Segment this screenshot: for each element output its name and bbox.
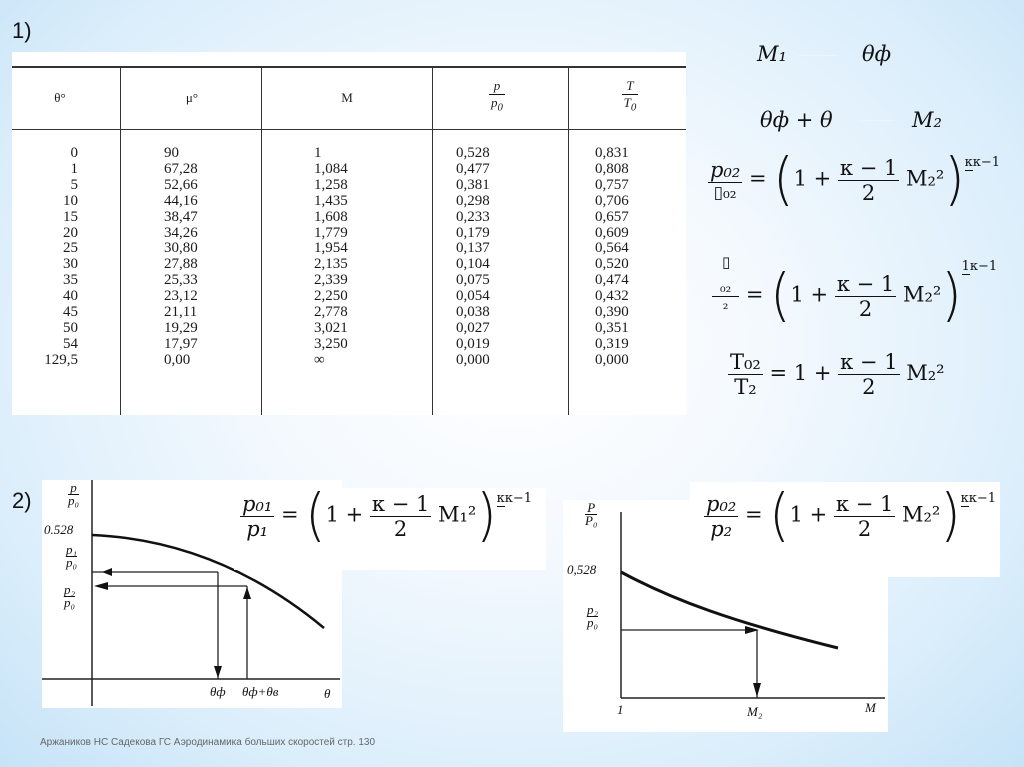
table-cell: 1,084 — [314, 160, 348, 177]
scheme-arrow-2 — [860, 120, 894, 121]
table-cell: 15 — [63, 208, 78, 225]
table-cell: 0,432 — [595, 288, 629, 305]
table-cell: 67,28 — [164, 160, 198, 177]
table-cell: 23,12 — [164, 288, 198, 305]
table-cell: 2,778 — [314, 304, 348, 321]
arrow-theta-f — [214, 666, 222, 678]
header-mach: M — [341, 90, 353, 105]
table-cell: 52,66 — [164, 176, 198, 193]
table-cell: 3,021 — [314, 319, 348, 336]
table-cell: 54 — [63, 335, 78, 352]
y-value-label: 0.528 — [44, 522, 74, 537]
pressure-curve — [621, 572, 838, 648]
formula-pressure-total-2: $\frac{\text{p₀₂}}{\text{▯₀₂}}$ = (1 + $\frac{к - 1}{2}$ M₂²)кк−1 — [710, 147, 1001, 213]
table-cell: 10 — [63, 192, 78, 209]
table-cell: 0,319 — [595, 335, 629, 352]
x-axis-label: θ — [324, 686, 331, 701]
table-cell: 2,339 — [314, 272, 348, 289]
p1-label: p₁ p₀ — [66, 542, 78, 570]
table-cell: 0,233 — [456, 208, 490, 225]
table-cell: 0,390 — [595, 304, 629, 321]
scheme-arrow-1 — [798, 55, 838, 56]
table-cell: 1,435 — [314, 192, 348, 209]
table-cell: 1 — [70, 160, 78, 177]
x-start-label: 1 — [617, 702, 624, 717]
table-cell: 2,250 — [314, 288, 348, 305]
table-cell: 44,16 — [164, 192, 198, 209]
table-cell: 25,33 — [164, 272, 198, 289]
arrow-theta-sum — [243, 587, 251, 599]
table-cell: 21,11 — [164, 304, 198, 321]
table-cell: 129,5 — [44, 351, 78, 368]
table-cell: 0,019 — [456, 335, 490, 352]
formula-temperature-total-2: $\frac{\text{T₀₂}}{\text{T₂}}$ = 1 + $\frac{к - 1}{2}$ M₂² — [730, 350, 945, 399]
table-cell: 90 — [164, 145, 179, 161]
column-temperature-ratio — [595, 146, 665, 369]
table-cell: 30 — [63, 256, 78, 273]
table-cell: 40 — [63, 288, 78, 305]
table-cell: 20 — [63, 224, 78, 241]
table-cell: 0,706 — [595, 192, 629, 209]
x-tick-theta-f: θф — [210, 684, 226, 699]
arrow-p1 — [102, 568, 112, 576]
table-cell: 30,80 — [164, 240, 198, 257]
column-mu — [164, 146, 234, 369]
table-cell: 0,00 — [164, 351, 191, 368]
table-cell: 1 — [314, 145, 322, 161]
table-cell: 0,104 — [456, 256, 490, 273]
table-cell: 45 — [63, 304, 78, 321]
formula-pressure-total-2b: $\frac{\text{p₀₂}}{\text{p₂}}$ = (1 + $\frac{к - 1}{2}$ M₂²)кк−1 — [706, 483, 997, 549]
table-cell: 0,564 — [595, 240, 629, 257]
table-cell: 0,831 — [595, 145, 629, 161]
table-cell: 27,88 — [164, 256, 198, 273]
table-cell: 19,29 — [164, 319, 198, 336]
formula-missing-glyph: ▯ — [722, 253, 731, 271]
table-cell: 0 — [70, 145, 78, 161]
table-cell: 3,250 — [314, 335, 348, 352]
table-cell: 17,97 — [164, 335, 198, 352]
x-tick-theta-sum: θф+θв — [242, 684, 279, 699]
table-cell: 35 — [63, 272, 78, 289]
table-cell: 0,808 — [595, 160, 629, 177]
scheme-theta-f: θф — [862, 42, 892, 66]
p2-label: p₂ p₀ — [587, 602, 599, 630]
column-mach — [314, 146, 384, 369]
table-cell: 1,608 — [314, 208, 348, 225]
table-cell: 0,027 — [456, 319, 490, 336]
table-cell: 0,000 — [456, 351, 490, 368]
table-cell: 0,657 — [595, 208, 629, 225]
table-cell: 0,351 — [595, 319, 629, 336]
table-cell: 0,520 — [595, 256, 629, 273]
y-value-label: 0,528 — [567, 562, 597, 577]
table-cell: 1,258 — [314, 176, 348, 193]
arrow-m2 — [753, 683, 761, 697]
y-axis-label: p p₀ — [68, 480, 80, 508]
table-cell: 0,000 — [595, 351, 629, 368]
table-cell: 1,779 — [314, 224, 348, 241]
table-cell: 0,381 — [456, 176, 490, 193]
header-theta: θ° — [54, 90, 66, 105]
x-tick-m2: M₂ — [747, 704, 763, 719]
footer-citation: Аржаников НС Садекова ГС Аэродинамика больших скоростей стр. 130 — [40, 737, 376, 748]
table-cell: 38,47 — [164, 208, 198, 225]
table-cell: 50 — [63, 319, 78, 336]
table-cell: 0,298 — [456, 192, 490, 209]
table-cell: 2,135 — [314, 256, 348, 273]
column-pressure-ratio — [456, 146, 526, 369]
header-mu: μ° — [185, 90, 199, 105]
table-cell: 1,954 — [314, 240, 348, 257]
table-cell: 0,474 — [595, 272, 629, 289]
data-table — [12, 52, 686, 415]
table-cell: 25 — [63, 240, 78, 257]
table-cell: 0,137 — [456, 240, 490, 257]
part-2-label: 2) — [12, 488, 32, 513]
formula-density-total-2: $\frac{\text{₀₂}}{\text{₂}}$ = (1 + $\frac{к - 1}{2}$ M₂²)1к−1 — [712, 266, 997, 326]
table-cell: ∞ — [314, 351, 325, 368]
p2-label: p₂ p₀ — [64, 582, 76, 610]
table-cell: 0,038 — [456, 304, 490, 321]
y-axis-label: P P₀ — [585, 500, 598, 528]
table-cell: 5 — [70, 176, 78, 193]
table-cell: 0,477 — [456, 160, 490, 177]
table-cell: 0,054 — [456, 288, 490, 305]
scheme-m2: M₂ — [912, 108, 942, 132]
arrow-p2 — [94, 582, 108, 590]
table-cell: 0,179 — [456, 224, 490, 241]
table-cell: 0,757 — [595, 176, 629, 193]
column-theta — [34, 146, 78, 369]
x-axis-label: M — [865, 700, 876, 715]
formula-pressure-total-1: $\frac{\text{p₀₁}}{\text{p₁}}$ = (1 + $\frac{к - 1}{2}$ M₁²)кк−1 — [242, 483, 533, 549]
table-cell: 0,075 — [456, 272, 490, 289]
table-cell: 0,528 — [456, 145, 490, 161]
part-1-label: 1) — [12, 18, 32, 43]
table-cell: 34,26 — [164, 224, 198, 241]
scheme-m1: M₁ — [757, 42, 787, 66]
table-cell: 0,609 — [595, 224, 629, 241]
header-temperature-ratio: $\frac{T}{T_0}$ — [623, 78, 637, 114]
scheme-theta-sum: θф + θ — [760, 108, 833, 132]
header-pressure-ratio: $\frac{p}{p_0}$ — [491, 78, 503, 114]
